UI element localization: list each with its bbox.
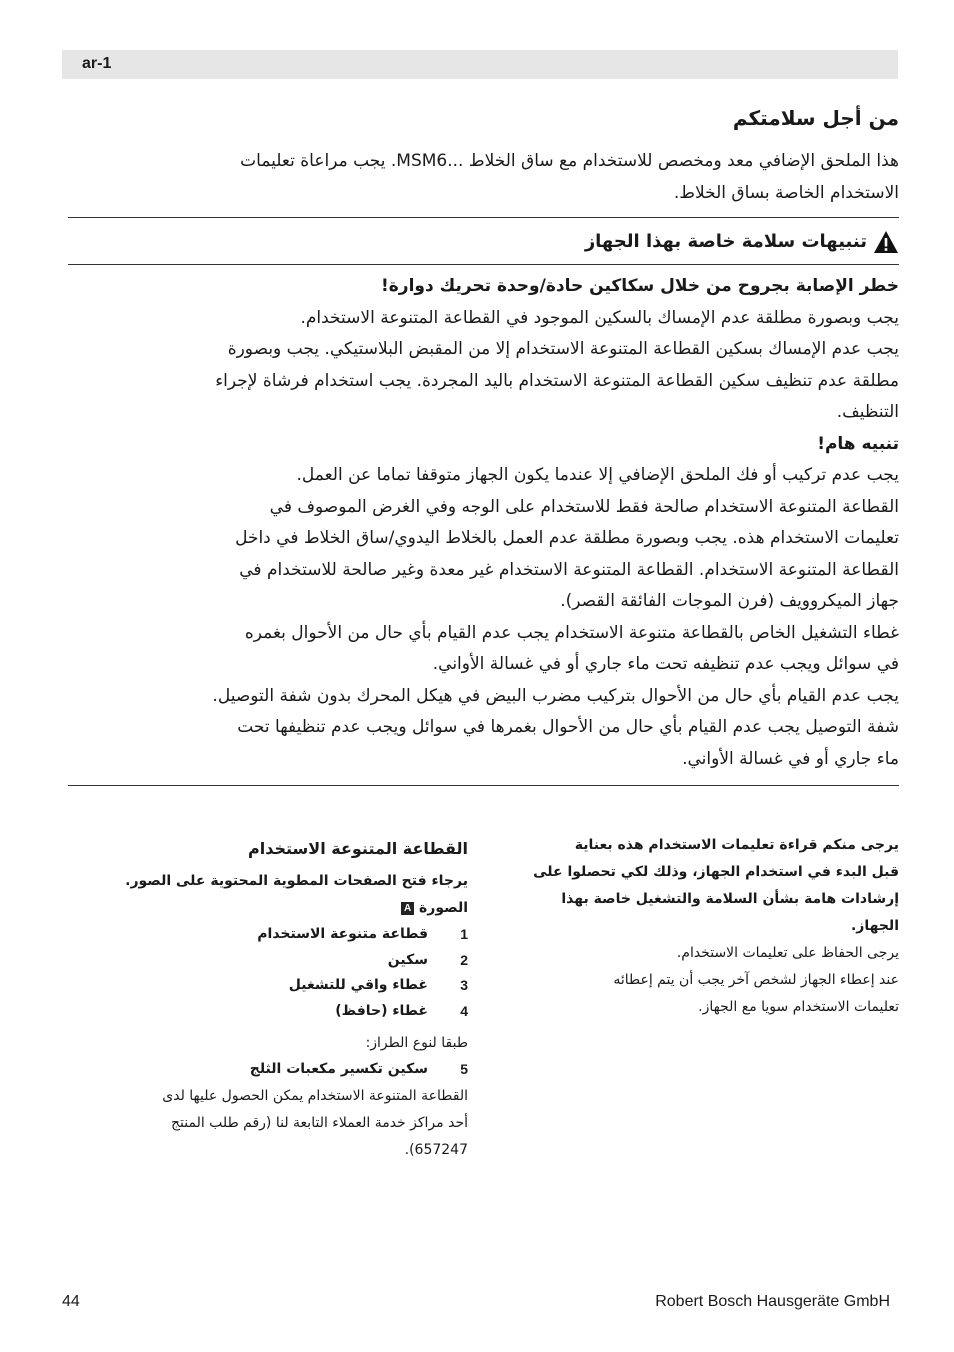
item-number: 4	[460, 1002, 468, 1019]
note-line: ماء جاري أو في غسالة الأواني.	[682, 748, 899, 769]
main-content	[68, 100, 899, 786]
model-note: طبقا لنوع الطراز:	[365, 1035, 468, 1051]
danger-heading: خطر الإصابة بجروح من خلال سكاكين حادة/وحدة تحريك دوارة!	[381, 276, 899, 296]
warning-title: تنبيهات سلامة خاصة بهذا الجهاز	[584, 231, 867, 252]
note-line: القطاعة المتنوعة الاستخدام. القطاعة المتنوعة الاستخدام غير معدة وغير صالحة للاستخدام في	[239, 559, 899, 580]
warning-block	[68, 265, 899, 785]
danger-line: يجب وبصورة مطلقة عدم الإمساك بالسكين الموجود في القطاعة المتنوعة الاستخدام.	[300, 307, 899, 328]
figure-label: الصورة	[419, 900, 468, 916]
item-label: سكين	[387, 951, 428, 968]
item-number: 2	[460, 951, 468, 968]
figure-badge: A	[401, 902, 414, 915]
item-label: قطاعة متنوعة الاستخدام	[257, 926, 428, 942]
warning-triangle-icon	[873, 230, 899, 254]
item-number: 3	[460, 977, 468, 993]
parts-intro-line: يرجاء فتح الصفحات المطوية المحتوية على الصور.	[125, 873, 468, 889]
note-line: غطاء التشغيل الخاص بالقطاعة متنوعة الاستخدام يجب عدم القيام بأي حال من الأحوال بغمره	[244, 622, 899, 643]
instructions-line: عند إعطاء الجهاز لشخص آخر يجب أن يتم إعطائه	[613, 972, 899, 988]
item-number: 1	[460, 926, 468, 942]
parts-item	[68, 999, 468, 1025]
safety-intro-line: الاستخدام الخاصة بساق الخلاط.	[673, 182, 899, 203]
note-line: تعليمات الاستخدام هذه. يجب وبصورة مطلقة عدم العمل بالخلاط اليدوي/ساق الخلاط في داخل	[235, 528, 899, 548]
note-line: في سوائل ويجب عدم تنظيفه تحت ماء جاري أو في غسالة الأواني.	[432, 654, 899, 674]
item-label: غطاء (حافظ)	[335, 1002, 428, 1019]
note-heading: تنبيه هام!	[817, 433, 899, 454]
item5-line: القطاعة المتنوعة الاستخدام يمكن الحصول عليها لدى	[162, 1087, 468, 1104]
instructions-line: يرجى الحفاظ على تعليمات الاستخدام.	[676, 945, 899, 961]
header-bar	[62, 50, 898, 79]
parts-item	[68, 922, 468, 948]
note-line: القطاعة المتنوعة الاستخدام صالحة فقط للاستخدام على الوجه وفي الغرض الموصوف في	[269, 496, 899, 517]
note-line: جهاز الميكروويف (فرن الموجات الفائقة القصر).	[560, 591, 899, 611]
section-code: ar-1	[82, 55, 112, 72]
instructions-bold-line: إرشادات هامة بشأن السلامة والتشغيل خاصة بهذا	[561, 891, 899, 907]
safety-title: من أجل سلامتكم	[732, 106, 899, 130]
danger-line: مطلقة عدم تنظيف سكين القطاعة المتنوعة الاستخدام باليد المجردة. يجب استخدام فرشاة لإجراء	[215, 370, 899, 391]
instructions-line: تعليمات الاستخدام سويا مع الجهاز.	[698, 999, 899, 1015]
item-label: سكين تكسير مكعبات الثلج	[249, 1061, 428, 1077]
divider	[68, 785, 899, 786]
item5-line: 657247).	[404, 1141, 468, 1158]
instructions-bold-line: يرجى منكم قراءة تعليمات الاستخدام هذه بعناية	[574, 837, 899, 853]
parts-item	[68, 973, 468, 999]
danger-line: يجب عدم الإمساك بسكين القطاعة المتنوعة الاستخدام إلا من المقبض البلاستيكي. يجب وبصورة	[227, 339, 899, 359]
danger-line: التنظيف.	[836, 402, 899, 422]
figure-ref	[68, 895, 468, 922]
safety-intro-line: هذا الملحق الإضافي معد ومخصص للاستخدام مع ساق الخلاط ...MSM6. يجب مراعاة تعليمات	[240, 151, 899, 171]
parts-item	[68, 1057, 468, 1083]
note-line: شفة التوصيل يجب عدم القيام بأي حال من الأحوال بغمرها في سوائل ويجب عدم تنظيفها تحت	[237, 717, 899, 737]
note-line: يجب عدم تركيب أو فك الملحق الإضافي إلا عندما يكون الجهاز متوقفا تماما عن العمل.	[296, 465, 899, 485]
parts-column	[68, 832, 468, 1164]
parts-item	[68, 948, 468, 974]
item-label: غطاء واقي للتشغيل	[288, 977, 428, 993]
instructions-bold-line: الجهاز.	[850, 918, 899, 934]
company-name: Robert Bosch Hausgeräte GmbH	[655, 1293, 890, 1310]
item-number: 5	[460, 1061, 468, 1077]
instructions-column	[520, 832, 899, 1021]
note-line: يجب عدم القيام بأي حال من الأحوال بتركيب مضرب البيض في هيكل المحرك بدون شفة التوصيل.	[212, 685, 899, 706]
instructions-bold-line: قبل البدء في استخدام الجهاز، وذلك لكي تحصلوا على	[533, 864, 899, 880]
warning-title-row	[68, 218, 899, 264]
page-number: 44	[62, 1293, 80, 1310]
item5-line: أحد مراكز خدمة العملاء التابعة لنا (رقم طلب المنتج	[171, 1114, 468, 1131]
parts-title: القطاعة المتنوعة الاستخدام	[248, 839, 468, 858]
